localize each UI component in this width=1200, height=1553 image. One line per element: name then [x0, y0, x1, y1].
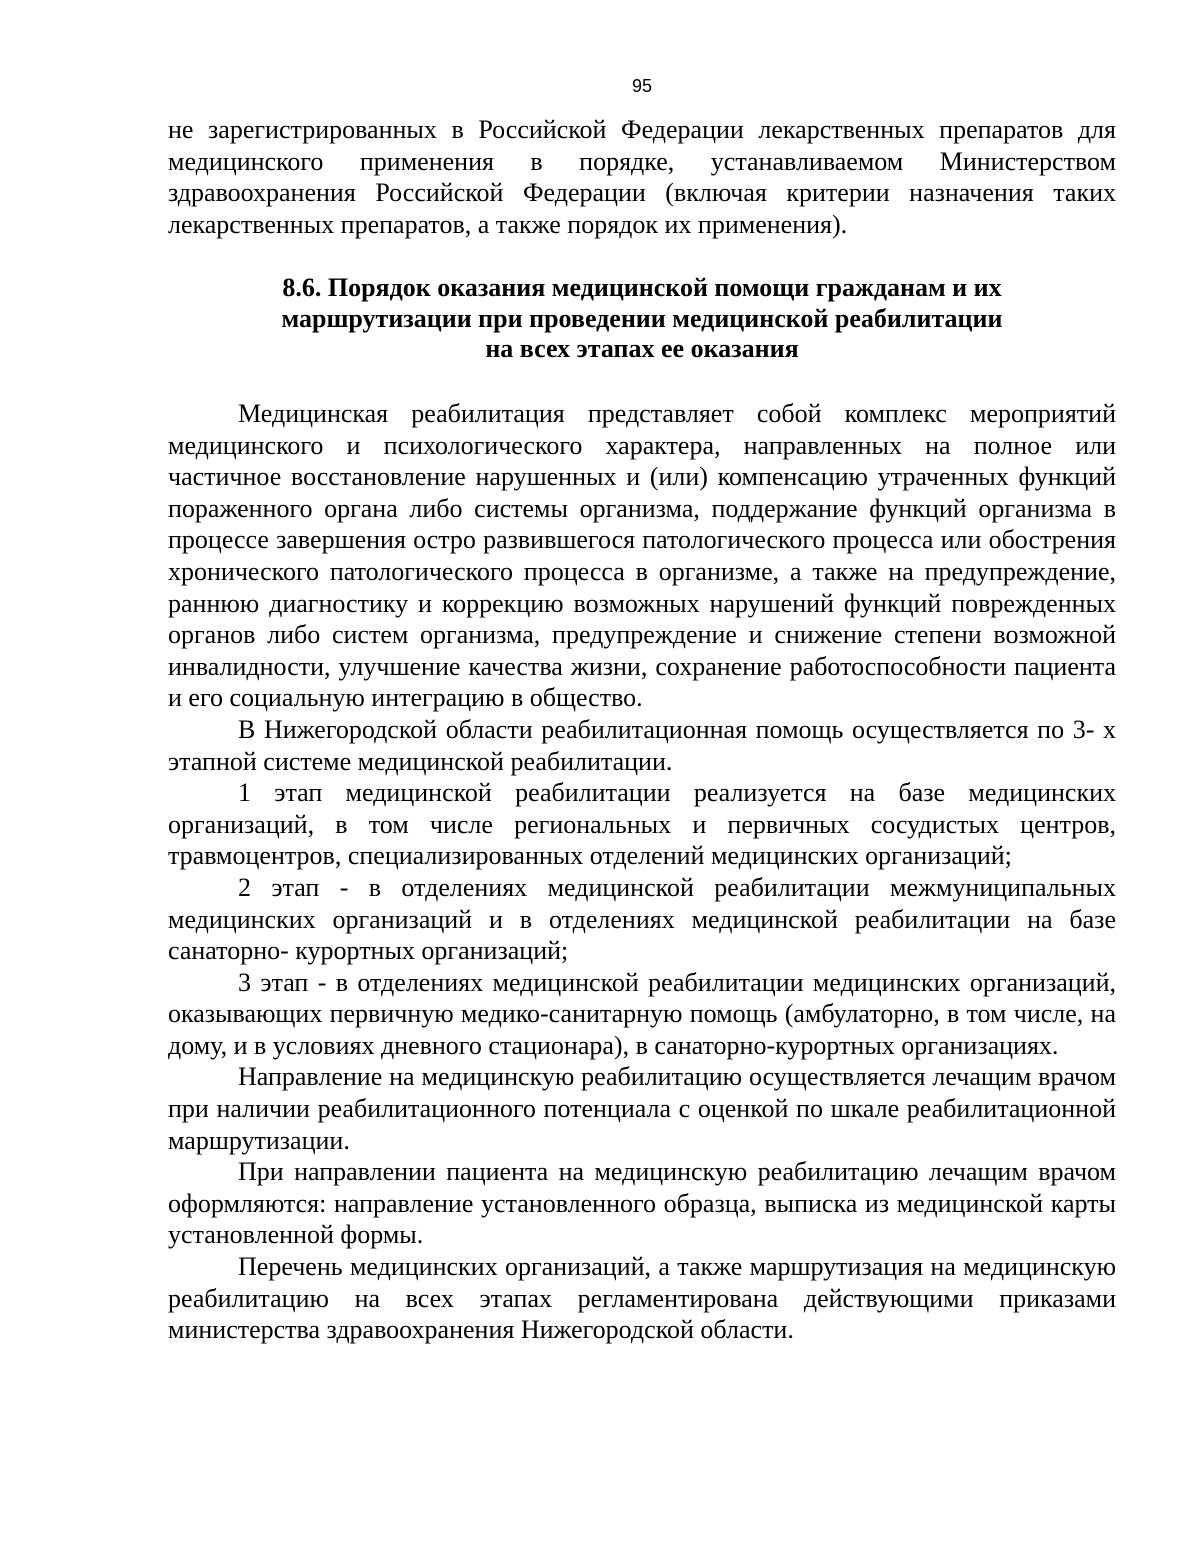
section-heading: [168, 273, 1116, 365]
intro-paragraph: не зарегистрированных в Российской Федерации лекарственных препаратов для медицинского применения в порядке, устанавливаемом Министерством здравоохранения Российской Федерации (включая критерии назначения таких лекарственных препаратов, а также порядок их применения).: [168, 115, 1116, 239]
paragraph-stage-3: 3 этап - в отделениях медицинской реабилитации медицинских организаций, оказывающих первичную медико-санитарную помощь (амбулаторно, в том числе, на дому, и в условиях дневного стационара), в санаторно-курортных организациях.: [168, 967, 1116, 1060]
paragraph-stage-2: 2 этап - в отделениях медицинской реабилитации межмуниципальных медицинских организаций и в отделениях медицинской реабилитации на базе санаторно- курортных организаций;: [168, 872, 1116, 966]
section-heading-line: маршрутизации при проведении медицинской реабилитации: [281, 303, 1003, 333]
section-heading-line: на всех этапах ее оказания: [485, 334, 799, 363]
paragraph-documents: При направлении пациента на медицинскую реабилитацию лечащим врачом оформляются: направление установленного образца, выписка из медицинской карты установленной формы.: [168, 1157, 1116, 1250]
paragraph-three-stage-system: В Нижегородской области реабилитационная помощь осуществляется по 3- х этапной системе медицинской реабилитации.: [168, 714, 1116, 776]
paragraph-regulation: Перечень медицинских организаций, а также маршрутизация на медицинскую реабилитацию на всех этапах регламентирована действующими приказами министерства здравоохранения Нижегородской области.: [168, 1252, 1116, 1345]
section-heading-line: 8.6. Порядок оказания медицинской помощи гражданам и их: [282, 273, 1002, 302]
intro-text-block: [168, 114, 1116, 240]
section-body: [168, 398, 1116, 1346]
paragraph-definition: Медицинская реабилитация представляет собой комплекс мероприятий медицинского и психологического характера, направленных на полное или частичное восстановление нарушенных и (или) компенсацию утраченных функций пораженного органа либо системы организма, поддержание функций организма в процессе завершения остро развившегося патологического процесса или обострения хронического патологического процесса в организме, а также на предупреждение, раннюю диагностику и коррекцию возможных нарушений функций поврежденных органов либо систем организма, предупреждение и снижение степени возможной инвалидности, улучшение качества жизни, сохранение работоспособности пациента и его социальную интеграцию в общество.: [168, 399, 1116, 713]
paragraph-referral: Направление на медицинскую реабилитацию осуществляется лечащим врачом при наличии реабилитационного потенциала с оценкой по шкале реабилитационной маршрутизации.: [168, 1062, 1116, 1155]
page-number: 95: [631, 76, 653, 96]
paragraph-stage-1: 1 этап медицинской реабилитации реализуется на базе медицинских организаций, в том числе региональных и первичных сосудистых центров, травмоцентров, специализированных отделений медицинских организаций;: [168, 778, 1116, 871]
